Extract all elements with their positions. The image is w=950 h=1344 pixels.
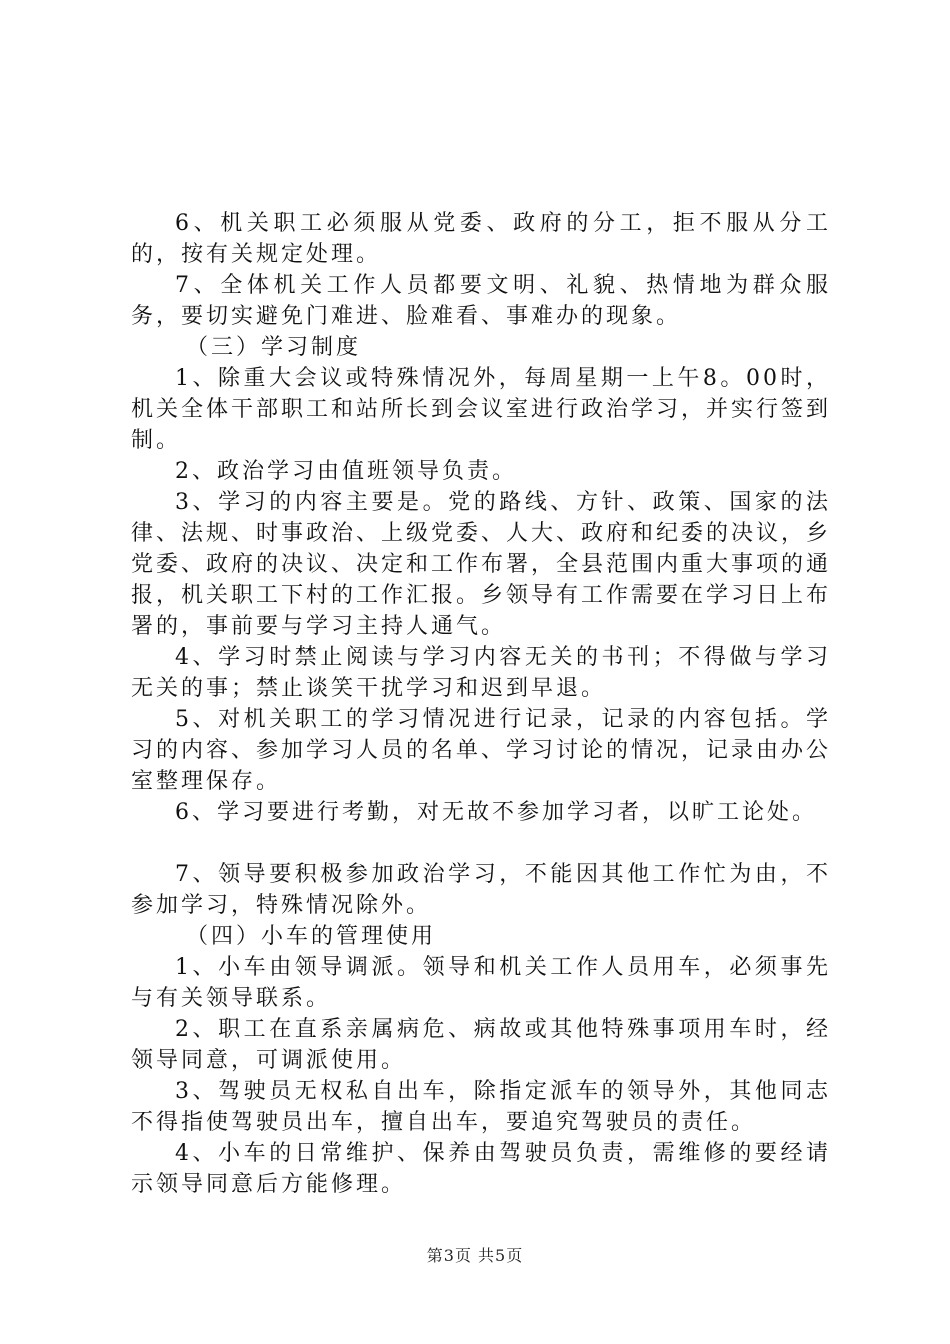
section-heading-study-system: （三）学习制度 bbox=[186, 335, 362, 360]
section-heading-vehicle-management: （四）小车的管理使用 bbox=[186, 924, 437, 949]
paragraph-study-3: 3、学习的内容主要是。党的路线、方针、政策、国家的法律、法规、时事政治、上级党委、人大、政府和纪委的决议，乡党委、政府的决议、决定和工作布署，全县范围内重大事项的通报，机关职工下村的工作汇报。乡领导有工作需要在学习日上布署的，事前要与学习主持人通气。 bbox=[131, 490, 832, 639]
paragraph-rule-7-service: 7、全体机关工作人员都要文明、礼貌、热情地为群众服务，要切实避免门难进、脸难看、事难办的现象。 bbox=[131, 273, 831, 329]
paragraph-study-7: 7、领导要积极参加政治学习，不能因其他工作忙为由，不参加学习，特殊情况除外。 bbox=[131, 862, 831, 918]
document-body bbox=[131, 208, 831, 1200]
paragraph-study-1: 1、除重大会议或特殊情况外，每周星期一上午8。00时，机关全体干部职工和站所长到会议室进行政治学习，并实行签到制。 bbox=[131, 366, 832, 453]
paragraph-vehicle-2: 2、职工在直系亲属病危、病故或其他特殊事项用车时，经领导同意，可调派使用。 bbox=[131, 1017, 831, 1073]
paragraph-vehicle-1: 1、小车由领导调派。领导和机关工作人员用车，必须事先与有关领导联系。 bbox=[131, 955, 831, 1011]
paragraph-vehicle-3: 3、驾驶员无权私自出车，除指定派车的领导外，其他同志不得指使驾驶员出车，擅自出车，要追究驾驶员的责任。 bbox=[131, 1079, 831, 1135]
paragraph-study-2: 2、政治学习由值班领导负责。 bbox=[175, 459, 517, 484]
blank-line bbox=[131, 828, 831, 859]
page-footer: 第3页 共5页 bbox=[426, 1246, 524, 1265]
paragraph-rule-6-assignment: 6、机关职工必须服从党委、政府的分工，拒不服从分工的，按有关规定处理。 bbox=[131, 211, 831, 267]
paragraph-study-5: 5、对机关职工的学习情况进行记录，记录的内容包括。学习的内容、参加学习人员的名单、学习讨论的情况，记录由办公室整理保存。 bbox=[131, 707, 832, 794]
paragraph-study-4: 4、学习时禁止阅读与学习内容无关的书刊；不得做与学习无关的事；禁止谈笑干扰学习和迟到早退。 bbox=[131, 645, 831, 701]
paragraph-vehicle-4: 4、小车的日常维护、保养由驾驶员负责，需维修的要经请示领导同意后方能修理。 bbox=[131, 1141, 831, 1197]
paragraph-study-6: 6、学习要进行考勤，对无故不参加学习者，以旷工论处。 bbox=[175, 800, 817, 825]
